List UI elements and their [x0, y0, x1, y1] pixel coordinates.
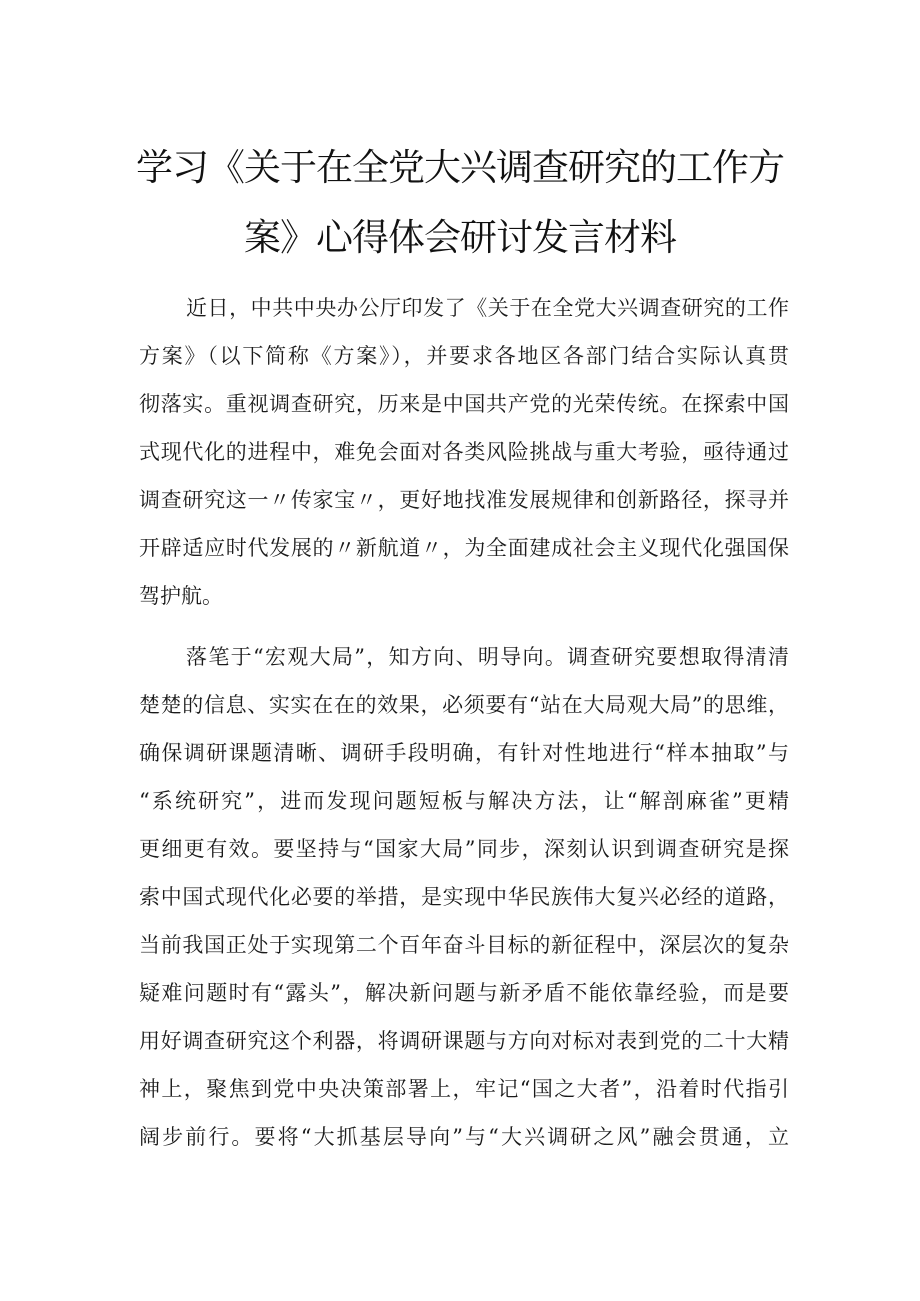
paragraph-2-line-5: 更细更有效。要坚持与“国家大局”同步，深刻认识到调查研究是探	[139, 837, 789, 861]
paragraph-2-line-4: “系统研究”，进而发现问题短板与解决方法，让“解剖麻雀”更精	[139, 789, 789, 813]
paragraph-1-line-3: 彻落实。重视调查研究，历来是中国共产党的光荣传统。在探索中国	[139, 392, 789, 416]
paragraph-1-line-1: 近日，中共中央办公厅印发了《关于在全党大兴调查研究的工作	[186, 296, 789, 320]
paragraph-2-line-7: 当前我国正处于实现第二个百年奋斗目标的新征程中，深层次的复杂	[139, 933, 789, 957]
paragraph-1-line-6: 开辟适应时代发展的〃新航道〃，为全面建成社会主义现代化强国保	[139, 536, 789, 560]
paragraph-2-line-2: 楚楚的信息、实实在在的效果，必须要有“站在大局观大局”的思维，	[139, 693, 789, 717]
paragraph-1-line-4: 式现代化的进程中，难免会面对各类风险挑战与重大考验，亟待通过	[139, 440, 789, 464]
document-title-line-2: 案》心得体会研讨发言材料	[244, 216, 676, 259]
paragraph-1-line-5: 调查研究这一〃传家宝〃，更好地找准发展规律和创新路径，探寻并	[139, 488, 789, 512]
paragraph-2-line-11: 阔步前行。要将“大抓基层导向”与“大兴调研之风”融会贯通，立	[139, 1125, 789, 1149]
paragraph-2-line-10: 神上，聚焦到党中央决策部署上，牢记“国之大者”，沿着时代指引	[139, 1077, 789, 1101]
paragraph-2-line-1: 落笔于“宏观大局”，知方向、明导向。调查研究要想取得清清	[186, 645, 789, 669]
paragraph-1-line-7: 驾护航。	[139, 584, 223, 608]
paragraph-1-line-2: 方案》（以下简称《方案》），并要求各地区各部门结合实际认真贯	[139, 344, 789, 368]
paragraph-2-line-8: 疑难问题时有“露头”，解决新问题与新矛盾不能依靠经验，而是要	[139, 981, 789, 1005]
paragraph-2-line-9: 用好调查研究这个利器，将调研课题与方向对标对表到党的二十大精	[139, 1029, 789, 1053]
paragraph-2-line-6: 索中国式现代化必要的举措，是实现中华民族伟大复兴必经的道路，	[139, 885, 789, 909]
document-title-line-1: 学习《关于在全党大兴调查研究的工作方	[136, 146, 784, 189]
paragraph-2-line-3: 确保调研课题清晰、调研手段明确，有针对性地进行“样本抽取”与	[139, 741, 789, 765]
